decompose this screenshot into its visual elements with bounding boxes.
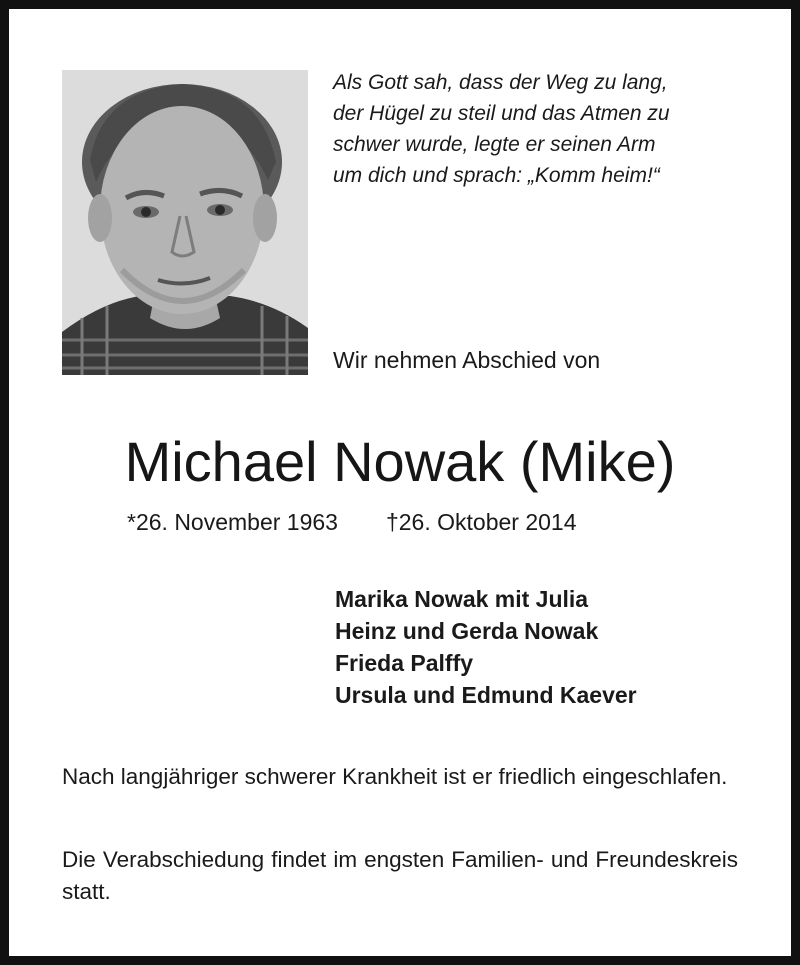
mourners-list (335, 583, 637, 711)
life-dates (127, 507, 577, 537)
farewell-intro: Wir nehmen Abschied von (333, 347, 601, 373)
mourner-name: Heinz und Gerda Nowak (335, 618, 599, 644)
poem-line: um dich und sprach: „Komm heim!“ (333, 164, 660, 187)
death-date: †26. Oktober 2014 (385, 509, 577, 535)
farewell-paragraph: Die Verabschiedung findet im engsten Familien- und Freundeskreis statt. (62, 847, 738, 904)
mourner-name: Ursula und Edmund Kaever (335, 682, 637, 708)
mourner-name: Frieda Palffy (335, 650, 474, 676)
poem-line: der Hügel zu steil und das Atmen zu (333, 102, 670, 125)
portrait-photo (62, 70, 308, 375)
poem-line: Als Gott sah, dass der Weg zu lang, (333, 71, 668, 94)
poem-line: schwer wurde, legte er seinen Arm (333, 133, 656, 156)
memorial-poem (333, 67, 753, 191)
mourner-name: Marika Nowak mit Julia (335, 586, 589, 612)
illness-paragraph: Nach langjähriger schwerer Krankheit ist er friedlich eingeschlafen. (62, 764, 728, 789)
birth-date: *26. November 1963 (127, 509, 338, 535)
deceased-name: Michael Nowak (Mike) (124, 430, 676, 493)
